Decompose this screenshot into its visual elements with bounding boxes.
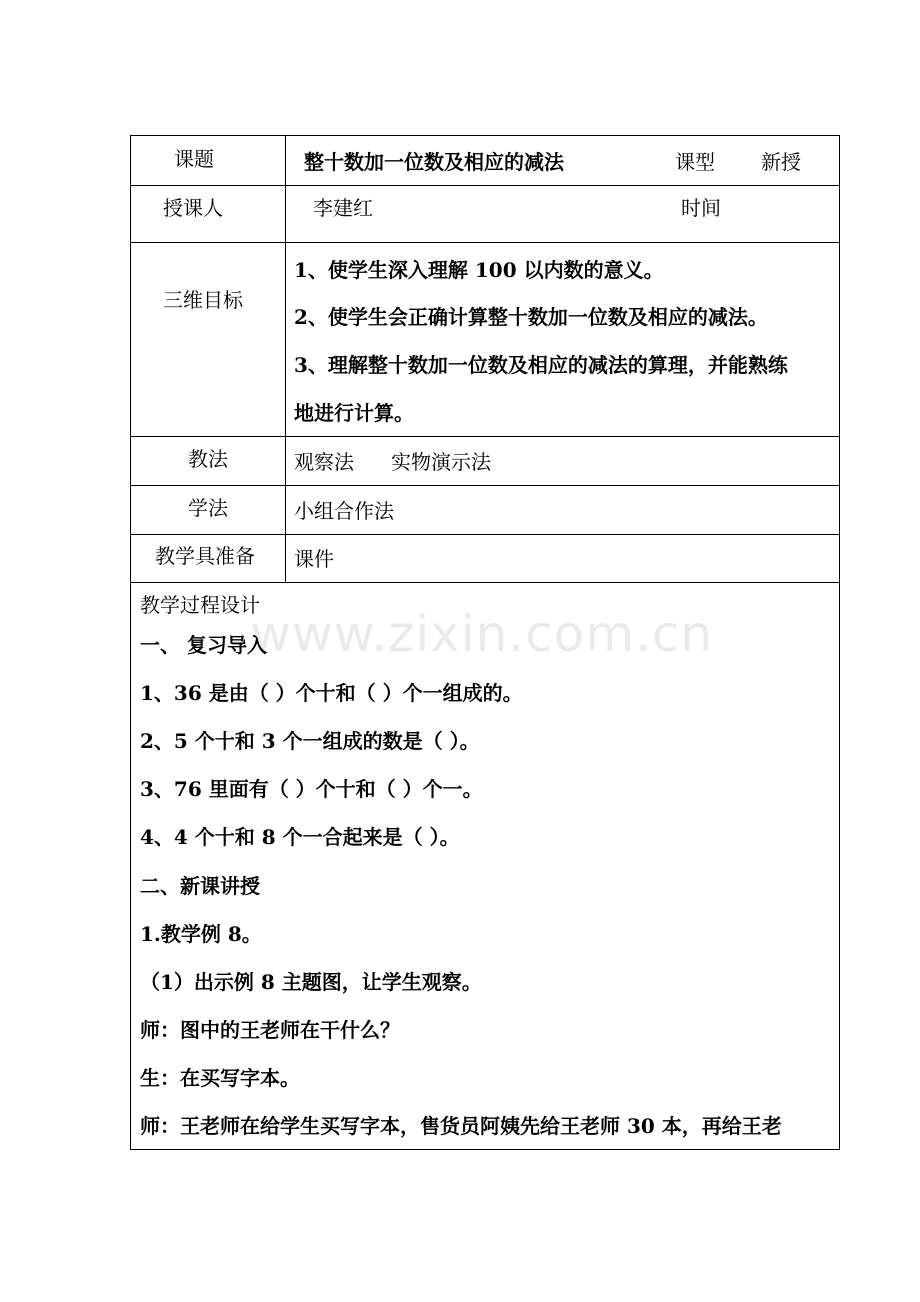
topic-value: 整十数加一位数及相应的减法 [304,150,564,174]
teacher-value: 李建红 [313,196,373,220]
process-line: 师：王老师在给学生买写字本，售货员阿姨先给王老师 30 本，再给王老 [140,1114,782,1138]
process-title: 教学过程设计 [140,593,260,617]
goal-item: 2、使学生会正确计算整十数加一位数及相应的减法。 [294,305,768,329]
watermark: www.zixin.com.cn [250,605,714,663]
process-line: 生：在买写字本。 [140,1066,300,1090]
process-line: 1、36 是由（ ）个十和（ ）个一组成的。 [140,681,523,705]
row-divider [131,242,839,243]
type-label: 课型 [675,150,715,174]
process-line: 二、新课讲授 [140,874,260,898]
row-divider [131,485,839,486]
tools-value: 课件 [294,547,334,571]
process-line: 1.教学例 8。 [140,922,262,946]
process-line: 师：图中的王老师在干什么？ [140,1018,400,1042]
learning-value: 小组合作法 [294,499,394,523]
row-divider [131,436,839,437]
learning-label: 学法 [188,496,228,520]
goals-label: 三维目标 [163,288,243,312]
process-line: 2、5 个十和 3 个一组成的数是（ ）。 [140,729,480,753]
goal-item: 1、使学生深入理解 100 以内数的意义。 [294,258,664,282]
row-divider [131,185,839,186]
process-line: 3、76 里面有（ ）个十和（ ）个一。 [140,777,483,801]
method-label: 教法 [188,447,228,471]
time-label: 时间 [681,196,721,220]
method-value-1: 观察法 [294,450,354,474]
teacher-label: 授课人 [163,196,223,220]
process-line: 4、4 个十和 8 个一合起来是（ ）。 [140,825,460,849]
row-divider [131,582,839,583]
goal-item: 3、理解整十数加一位数及相应的减法的算理，并能熟练 [294,353,788,377]
column-divider [285,136,286,582]
process-line: （1）出示例 8 主题图，让学生观察。 [140,970,482,994]
process-line: 一、 复习导入 [140,633,267,657]
method-value-2: 实物演示法 [391,450,491,474]
row-divider [131,534,839,535]
topic-label: 课题 [174,147,214,171]
type-value: 新授 [761,150,801,174]
goal-item: 地进行计算。 [294,401,414,425]
tools-label: 教学具准备 [155,544,255,568]
